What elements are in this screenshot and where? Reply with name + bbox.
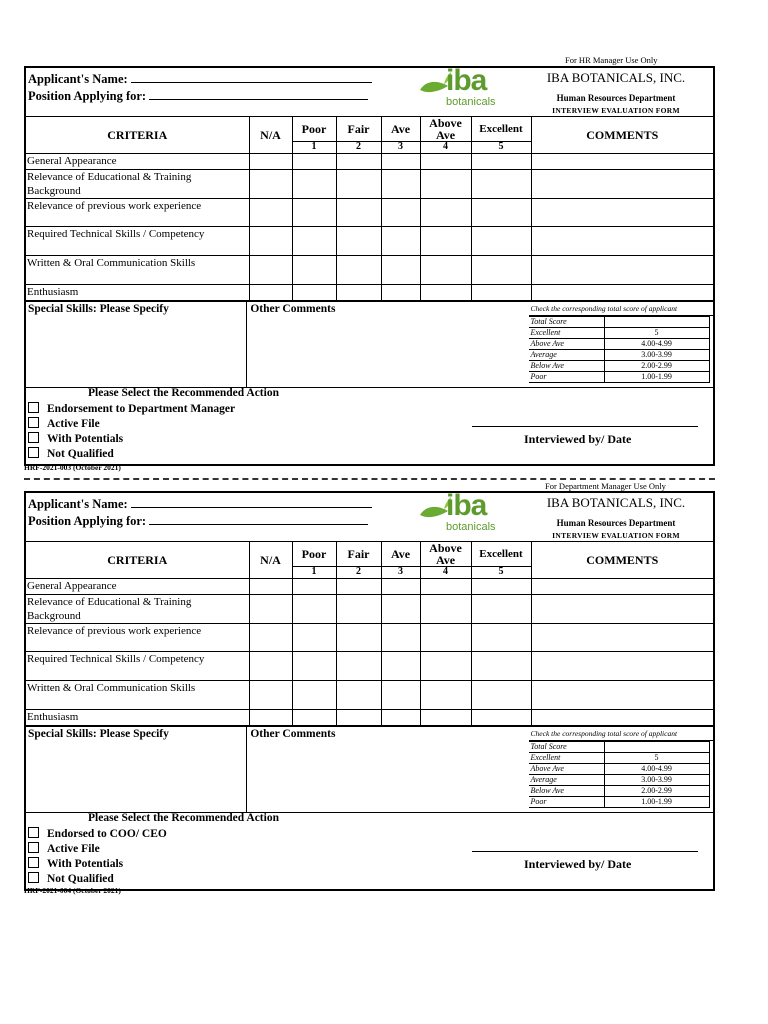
criteria-header: CRITERIA	[26, 542, 249, 579]
position-line	[28, 87, 368, 104]
score-number: 3	[381, 567, 420, 579]
score-number: 4	[420, 567, 471, 579]
criteria-label: Written & Oral Communication Skills	[26, 681, 249, 710]
action-heading: Please Select the Recommended Action	[88, 812, 279, 824]
rating-ave-cell[interactable]	[381, 595, 420, 624]
applicant-name-label: Applicant's Name:	[28, 72, 128, 86]
position-line	[28, 512, 368, 529]
criteria-label: Relevance of previous work experience	[26, 624, 249, 652]
score-row	[529, 339, 710, 350]
score-row	[529, 361, 710, 372]
interviewer-signature-line[interactable]	[472, 426, 698, 427]
criteria-table	[26, 542, 713, 726]
action-option-label: Endorsed to COO/ CEO	[47, 828, 167, 840]
rating-above-ave-cell[interactable]	[420, 285, 471, 301]
score-row	[529, 786, 710, 797]
special-skills-label: Special Skills: Please Specify	[28, 303, 169, 315]
rating-na-cell[interactable]	[249, 579, 292, 595]
rating-fair-cell[interactable]	[336, 227, 381, 256]
comments-cell[interactable]	[531, 227, 713, 256]
checkbox[interactable]	[28, 402, 39, 413]
score-row	[529, 328, 710, 339]
rating-ave-cell[interactable]	[381, 681, 420, 710]
other-comments-field[interactable]	[247, 302, 528, 387]
score-label: Average	[529, 775, 605, 786]
comments-cell[interactable]	[531, 595, 713, 624]
action-option-label: Not Qualified	[47, 448, 114, 460]
score-row	[529, 797, 710, 808]
rating-poor-cell[interactable]	[292, 624, 336, 652]
applicant-name-line	[28, 495, 372, 512]
company-block	[527, 495, 705, 540]
rating-fair-cell[interactable]	[336, 652, 381, 681]
score-label: Above Ave	[529, 339, 605, 350]
rating-excellent-cell[interactable]	[471, 681, 531, 710]
ave-header: Ave	[381, 117, 420, 142]
rating-na-cell[interactable]	[249, 595, 292, 624]
rating-ave-cell[interactable]	[381, 710, 420, 726]
criteria-row	[26, 624, 713, 652]
ave-header: Ave	[381, 542, 420, 567]
rating-excellent-cell[interactable]	[471, 652, 531, 681]
rating-ave-cell[interactable]	[381, 170, 420, 199]
rating-fair-cell[interactable]	[336, 154, 381, 170]
score-label: Poor	[529, 372, 605, 383]
rating-poor-cell[interactable]	[292, 710, 336, 726]
action-heading: Please Select the Recommended Action	[88, 387, 279, 399]
comments-section	[26, 301, 713, 387]
score-value: 1.00-1.99	[604, 372, 709, 383]
score-value: 2.00-2.99	[604, 361, 709, 372]
form-title: INTERVIEW EVALUATION FORM	[552, 531, 680, 540]
criteria-label: Relevance of previous work experience	[26, 199, 249, 227]
form-title: INTERVIEW EVALUATION FORM	[552, 106, 680, 115]
comments-cell[interactable]	[531, 579, 713, 595]
rating-excellent-cell[interactable]	[471, 256, 531, 285]
other-comments-field[interactable]	[247, 727, 528, 812]
criteria-row	[26, 154, 713, 170]
recommended-action-option[interactable]	[28, 872, 114, 885]
criteria-label: General Appearance	[26, 154, 249, 170]
comments-cell[interactable]	[531, 681, 713, 710]
score-number: 4	[420, 142, 471, 154]
rating-poor-cell[interactable]	[292, 579, 336, 595]
fair-header: Fair	[336, 117, 381, 142]
score-value: 3.00-3.99	[604, 775, 709, 786]
rating-poor-cell[interactable]	[292, 199, 336, 227]
comments-cell[interactable]	[531, 624, 713, 652]
checkbox[interactable]	[28, 827, 39, 838]
position-field[interactable]	[149, 87, 368, 100]
recommended-action-section	[26, 812, 713, 889]
comments-cell[interactable]	[531, 652, 713, 681]
score-value: 3.00-3.99	[604, 350, 709, 361]
recommended-action-option[interactable]	[28, 432, 123, 445]
department-name: Human Resources Department	[556, 518, 676, 528]
rating-excellent-cell[interactable]	[471, 227, 531, 256]
criteria-row	[26, 256, 713, 285]
criteria-label: Required Technical Skills / Competency	[26, 652, 249, 681]
form-code: HRF-2021-003 (October 2021)	[24, 463, 121, 472]
criteria-label: Enthusiasm	[26, 710, 249, 726]
score-number: 2	[336, 567, 381, 579]
score-number: 3	[381, 142, 420, 154]
criteria-table	[26, 117, 713, 301]
cut-line	[24, 478, 715, 480]
applicant-name-label: Applicant's Name:	[28, 497, 128, 511]
criteria-row	[26, 170, 713, 199]
position-field[interactable]	[149, 512, 368, 525]
interviewed-by-label: Interviewed by/ Date	[524, 857, 632, 871]
logo-sub: botanicals	[446, 96, 496, 108]
rating-excellent-cell[interactable]	[471, 710, 531, 726]
rating-excellent-cell[interactable]	[471, 579, 531, 595]
rating-poor-cell[interactable]	[292, 285, 336, 301]
rating-poor-cell[interactable]	[292, 154, 336, 170]
rating-excellent-cell[interactable]	[471, 199, 531, 227]
checkbox[interactable]	[28, 447, 39, 458]
criteria-row	[26, 199, 713, 227]
rating-ave-cell[interactable]	[381, 199, 420, 227]
score-caption: Check the corresponding total score of applicant	[529, 304, 713, 316]
action-option-label: Active File	[47, 418, 100, 430]
score-table	[529, 302, 713, 387]
criteria-row	[26, 710, 713, 726]
company-logo	[418, 489, 518, 535]
score-label: Total Score	[529, 742, 605, 753]
company-logo	[418, 64, 518, 110]
score-value: 5	[604, 753, 709, 764]
rating-excellent-cell[interactable]	[471, 595, 531, 624]
rating-fair-cell[interactable]	[336, 256, 381, 285]
score-label: Poor	[529, 797, 605, 808]
score-value: 4.00-4.99	[604, 339, 709, 350]
interview-evaluation-form	[24, 66, 715, 466]
recommended-action-option[interactable]	[28, 857, 123, 870]
rating-poor-cell[interactable]	[292, 227, 336, 256]
criteria-row	[26, 681, 713, 710]
score-label: Above Ave	[529, 764, 605, 775]
rating-ave-cell[interactable]	[381, 154, 420, 170]
criteria-label: Relevance of Educational & Training Background	[26, 170, 249, 199]
score-number: 5	[471, 567, 531, 579]
recommended-action-option[interactable]	[28, 417, 100, 430]
rating-above-ave-cell[interactable]	[420, 710, 471, 726]
rating-na-cell[interactable]	[249, 624, 292, 652]
score-number: 1	[292, 142, 336, 154]
recommended-action-option[interactable]	[28, 402, 235, 415]
company-name: IBA BOTANICALS, INC.	[546, 495, 686, 510]
score-value[interactable]	[604, 317, 709, 328]
comments-cell[interactable]	[531, 154, 713, 170]
rating-na-cell[interactable]	[249, 652, 292, 681]
rating-fair-cell[interactable]	[336, 710, 381, 726]
department-name: Human Resources Department	[556, 93, 676, 103]
comments-cell[interactable]	[531, 256, 713, 285]
poor-header: Poor	[292, 117, 336, 142]
excellent-header: Excellent	[471, 542, 531, 567]
rating-fair-cell[interactable]	[336, 199, 381, 227]
rating-ave-cell[interactable]	[381, 227, 420, 256]
action-option-label: Endorsement to Department Manager	[47, 403, 236, 415]
rating-fair-cell[interactable]	[336, 681, 381, 710]
rating-above-ave-cell[interactable]	[420, 199, 471, 227]
rating-na-cell[interactable]	[249, 285, 292, 301]
checkbox[interactable]	[28, 872, 39, 883]
recommended-action-section	[26, 387, 713, 464]
action-option-label: Not Qualified	[47, 873, 114, 885]
comments-cell[interactable]	[531, 199, 713, 227]
criteria-header: CRITERIA	[26, 117, 249, 154]
score-row	[529, 764, 710, 775]
rating-poor-cell[interactable]	[292, 681, 336, 710]
recommended-action-option[interactable]	[28, 842, 100, 855]
usage-note: For Department Manager Use Only	[545, 481, 666, 491]
rating-na-cell[interactable]	[249, 227, 292, 256]
interviewed-by-label: Interviewed by/ Date	[524, 432, 632, 446]
score-label: Excellent	[529, 753, 605, 764]
rating-na-cell[interactable]	[249, 199, 292, 227]
rating-fair-cell[interactable]	[336, 285, 381, 301]
na-header: N/A	[249, 117, 292, 154]
rating-ave-cell[interactable]	[381, 285, 420, 301]
score-row	[529, 317, 710, 328]
score-value: 4.00-4.99	[604, 764, 709, 775]
form-code: HRF-2021-004 (October 2021)	[24, 886, 121, 895]
criteria-header-row	[26, 542, 713, 567]
rating-ave-cell[interactable]	[381, 579, 420, 595]
score-label: Excellent	[529, 328, 605, 339]
fair-header: Fair	[336, 542, 381, 567]
rating-na-cell[interactable]	[249, 681, 292, 710]
rating-above-ave-cell[interactable]	[420, 256, 471, 285]
usage-note: For HR Manager Use Only	[565, 55, 658, 65]
checkbox[interactable]	[28, 432, 39, 443]
rating-poor-cell[interactable]	[292, 595, 336, 624]
form-header	[26, 489, 713, 542]
criteria-row	[26, 595, 713, 624]
special-skills-field[interactable]	[26, 302, 247, 387]
rating-above-ave-cell[interactable]	[420, 154, 471, 170]
rating-above-ave-cell[interactable]	[420, 595, 471, 624]
score-row	[529, 372, 710, 383]
rating-above-ave-cell[interactable]	[420, 227, 471, 256]
action-option-label: Active File	[47, 843, 100, 855]
comments-header: COMMENTS	[531, 542, 713, 579]
score-value[interactable]	[604, 742, 709, 753]
rating-above-ave-cell[interactable]	[420, 170, 471, 199]
excellent-header: Excellent	[471, 117, 531, 142]
above-ave-header: Above Ave	[420, 117, 471, 142]
rating-fair-cell[interactable]	[336, 595, 381, 624]
other-comments-label: Other Comments	[250, 728, 336, 740]
criteria-label: General Appearance	[26, 579, 249, 595]
logo-sub: botanicals	[446, 521, 496, 533]
score-row	[529, 775, 710, 786]
rating-excellent-cell[interactable]	[471, 285, 531, 301]
score-value: 5	[604, 328, 709, 339]
rating-poor-cell[interactable]	[292, 652, 336, 681]
rating-excellent-cell[interactable]	[471, 170, 531, 199]
rating-poor-cell[interactable]	[292, 170, 336, 199]
comments-section	[26, 726, 713, 812]
rating-na-cell[interactable]	[249, 710, 292, 726]
score-label: Average	[529, 350, 605, 361]
above-ave-header: Above Ave	[420, 542, 471, 567]
checkbox[interactable]	[28, 857, 39, 868]
score-value: 1.00-1.99	[604, 797, 709, 808]
comments-cell[interactable]	[531, 170, 713, 199]
comments-cell[interactable]	[531, 285, 713, 301]
rating-above-ave-cell[interactable]	[420, 579, 471, 595]
criteria-row	[26, 579, 713, 595]
rating-excellent-cell[interactable]	[471, 624, 531, 652]
interview-evaluation-form	[24, 491, 715, 891]
rating-na-cell[interactable]	[249, 256, 292, 285]
rating-fair-cell[interactable]	[336, 624, 381, 652]
other-comments-label: Other Comments	[250, 303, 336, 315]
rating-excellent-cell[interactable]	[471, 154, 531, 170]
score-number: 2	[336, 142, 381, 154]
special-skills-label: Special Skills: Please Specify	[28, 728, 169, 740]
score-row	[529, 350, 710, 361]
rating-na-cell[interactable]	[249, 154, 292, 170]
comments-cell[interactable]	[531, 710, 713, 726]
checkbox[interactable]	[28, 417, 39, 428]
rating-ave-cell[interactable]	[381, 624, 420, 652]
criteria-label: Required Technical Skills / Competency	[26, 227, 249, 256]
rating-ave-cell[interactable]	[381, 256, 420, 285]
company-name: IBA BOTANICALS, INC.	[546, 70, 686, 85]
form-header	[26, 64, 713, 117]
position-label: Position Applying for:	[28, 89, 147, 103]
applicant-name-field[interactable]	[131, 70, 372, 83]
score-value: 2.00-2.99	[604, 786, 709, 797]
rating-ave-cell[interactable]	[381, 652, 420, 681]
special-skills-field[interactable]	[26, 727, 247, 812]
applicant-name-line	[28, 70, 372, 87]
score-row	[529, 753, 710, 764]
score-table	[529, 727, 713, 812]
score-number: 5	[471, 142, 531, 154]
criteria-row	[26, 652, 713, 681]
criteria-row	[26, 227, 713, 256]
company-block	[527, 70, 705, 115]
recommended-action-option[interactable]	[28, 447, 114, 460]
criteria-header-row	[26, 117, 713, 142]
criteria-label: Relevance of Educational & Training Background	[26, 595, 249, 624]
criteria-label: Written & Oral Communication Skills	[26, 256, 249, 285]
criteria-label: Enthusiasm	[26, 285, 249, 301]
score-row	[529, 742, 710, 753]
logo-word: iba	[446, 489, 487, 522]
rating-above-ave-cell[interactable]	[420, 624, 471, 652]
poor-header: Poor	[292, 542, 336, 567]
score-label: Below Ave	[529, 361, 605, 372]
applicant-name-field[interactable]	[131, 495, 372, 508]
action-option-label: With Potentials	[47, 858, 124, 870]
score-caption: Check the corresponding total score of applicant	[529, 729, 713, 741]
score-number: 1	[292, 567, 336, 579]
score-label: Total Score	[529, 317, 605, 328]
score-label: Below Ave	[529, 786, 605, 797]
rating-above-ave-cell[interactable]	[420, 652, 471, 681]
rating-fair-cell[interactable]	[336, 170, 381, 199]
criteria-row	[26, 285, 713, 301]
logo-word: iba	[446, 64, 487, 97]
comments-header: COMMENTS	[531, 117, 713, 154]
position-label: Position Applying for:	[28, 514, 147, 528]
rating-na-cell[interactable]	[249, 170, 292, 199]
rating-fair-cell[interactable]	[336, 579, 381, 595]
action-option-label: With Potentials	[47, 433, 124, 445]
rating-poor-cell[interactable]	[292, 256, 336, 285]
na-header: N/A	[249, 542, 292, 579]
recommended-action-option[interactable]	[28, 827, 167, 840]
interviewer-signature-line[interactable]	[472, 851, 698, 852]
checkbox[interactable]	[28, 842, 39, 853]
rating-above-ave-cell[interactable]	[420, 681, 471, 710]
